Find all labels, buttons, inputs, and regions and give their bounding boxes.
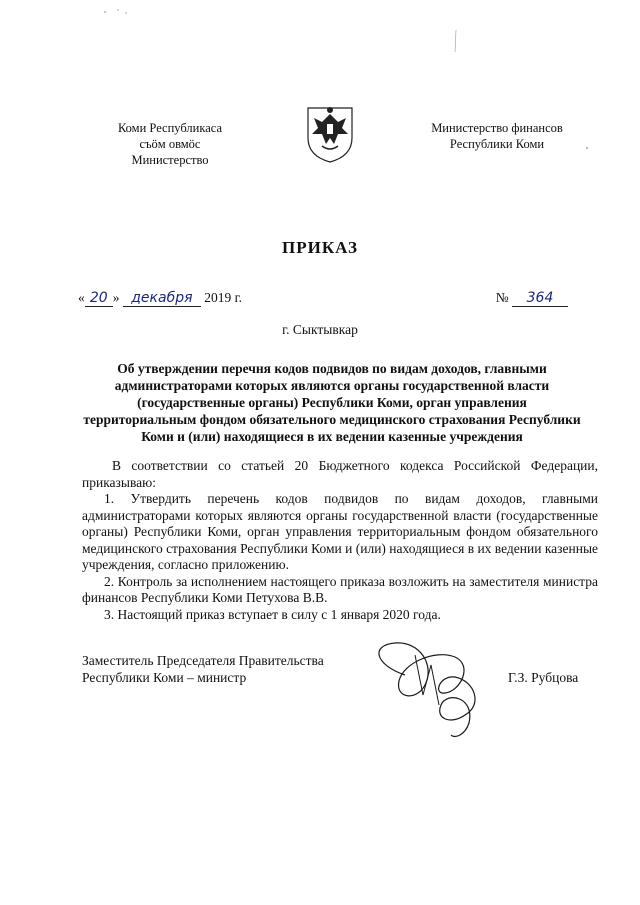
date-month: декабря [123,290,201,307]
signatory-position-line: Заместитель Председателя Правительства [82,653,324,668]
order-item: 1. Утвердить перечень кодов подвидов по видам доходов, главными администраторами которых являются органы государственной власти (государственные органы) Республики Коми, орган управления территориальным фондом обязательного медицинского страхования Республики Коми и (или) находящиеся в их ведении казенные учреждения, согласно приложению. [82,491,599,572]
date-number-line [78,290,568,316]
header-left-line: Министерство [131,153,209,167]
header-right-line: Министерство финансов [431,121,563,135]
document-date [78,290,242,307]
document-city: г. Сыктывкар [282,322,358,337]
document-number [496,290,568,307]
signatory-position-line: Республики Коми – министр [82,670,247,685]
header-right-line: Республики Коми [449,137,545,151]
document-body [82,458,598,623]
signatory-position [82,652,324,686]
number-label: № [495,290,509,305]
date-close-quote: » [112,290,120,305]
preamble-paragraph: В соответствии со статьей 20 Бюджетного кодекса Российской Федерации, приказываю: [82,458,598,490]
handwritten-signature-icon [365,635,495,745]
header-left-line: Коми Республикаса [117,121,223,135]
header-right-ministry [412,120,582,152]
coat-of-arms-emblem-icon [300,100,360,164]
signatory-name: Г.З. Рубцова [508,670,579,685]
order-item: 2. Контроль за исполнением настоящего приказа возложить на заместителя министра финансов Республики Коми Петухова В.В. [82,573,598,605]
order-item: 3. Настоящий приказ вступает в силу с 1 января 2020 года. [104,606,441,622]
header-left-line: съӧм овмӧс [139,137,201,151]
date-year: 2019 г. [204,290,243,305]
document-subject: Об утверждении перечня кодов подвидов по видам доходов, главными администраторами которых являются органы государственной власти (государственные органы) Республики Коми, орган управления территориальным фондом обязательного медицинского страхования Республики Коми и (или) находящиеся в их ведении казенные учреждения [83,361,581,444]
number-value: 364 [512,290,568,307]
header-left-komi [100,120,240,168]
date-day: 20 [85,290,113,307]
date-open-quote: « [78,290,85,305]
document-title: ПРИКАЗ [282,238,358,257]
